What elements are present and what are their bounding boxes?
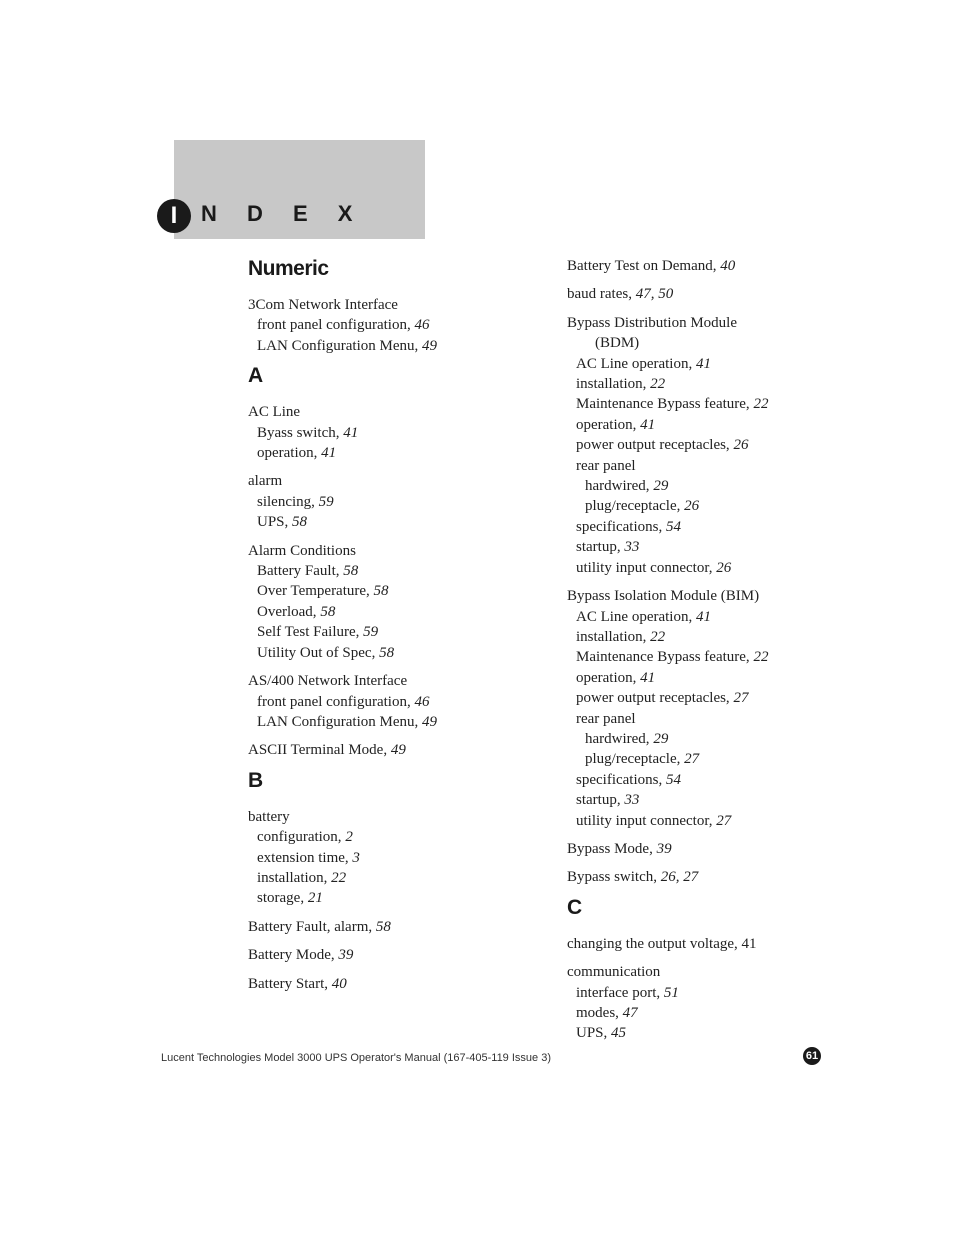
index-subentry	[567, 607, 867, 627]
entry-page-refs: 46	[414, 317, 430, 334]
entry-text: Maintenance Bypass feature,	[576, 396, 754, 413]
entry-page-refs: 22	[753, 396, 769, 413]
index-entry	[248, 740, 548, 760]
entry-text: silencing,	[257, 493, 319, 510]
index-entry	[248, 807, 548, 827]
entry-page-refs: 51	[663, 984, 679, 1001]
index-subentry	[567, 476, 867, 496]
index-subentry	[567, 749, 867, 769]
entry-text: AC Line	[248, 404, 301, 421]
index-subentry	[567, 394, 867, 414]
index-subentry	[567, 688, 867, 708]
index-subentry	[567, 517, 867, 537]
entry-text: utility input connector,	[576, 559, 717, 576]
index-subentry	[248, 888, 548, 908]
index-entry-group	[567, 313, 867, 578]
index-entry	[248, 471, 548, 491]
entry-page-refs: 26	[684, 498, 700, 515]
entry-text: Bypass Isolation Module (BIM)	[567, 588, 760, 605]
entry-text: Byass switch,	[257, 424, 344, 441]
index-entry	[248, 671, 548, 691]
entry-text: installation,	[576, 628, 651, 645]
index-subentry	[248, 561, 548, 581]
index-subentry	[248, 443, 548, 463]
index-entry-group	[248, 541, 548, 663]
footer-manual-title: Lucent Technologies Model 3000 UPS Operator's Manual (167-405-119 Issue 3)	[161, 1052, 551, 1064]
entry-text: interface port,	[576, 984, 664, 1001]
entry-page-refs: 40	[720, 258, 736, 274]
entry-page-refs: 47	[622, 1005, 638, 1021]
entry-page-refs: 41	[695, 608, 711, 625]
entry-page-refs: 21	[307, 890, 323, 907]
entry-page-refs: 49	[421, 713, 437, 730]
index-subentry	[248, 712, 548, 732]
index-subentry	[567, 333, 867, 353]
entry-text: startup,	[576, 792, 625, 809]
entry-text: Battery Test on Demand,	[567, 258, 721, 274]
index-subentry	[567, 537, 867, 557]
entry-page-refs: 22	[650, 376, 666, 393]
index-column-left	[248, 253, 548, 1002]
index-subentry	[567, 415, 867, 435]
entry-page-refs: 58	[375, 918, 391, 935]
entry-text: hardwired,	[585, 478, 654, 495]
entry-text: utility input connector,	[576, 812, 717, 829]
entry-page-refs: 41	[640, 416, 656, 433]
entry-page-refs: 45	[611, 1025, 627, 1042]
index-subentry	[567, 456, 867, 476]
index-entry	[248, 917, 548, 937]
index-subentry	[567, 627, 867, 647]
entry-page-refs: 27	[716, 812, 732, 829]
entry-text: operation,	[257, 445, 322, 462]
index-entry	[567, 284, 867, 304]
entry-page-refs: 2	[345, 829, 353, 846]
index-subentry	[248, 868, 548, 888]
entry-text: installation,	[257, 869, 332, 886]
index-subentry	[248, 581, 548, 601]
entry-text: AS/400 Network Interface	[248, 673, 408, 690]
index-subentry	[567, 1003, 867, 1023]
index-subentry	[567, 558, 867, 578]
index-subentry	[567, 354, 867, 374]
entry-page-refs: 3	[352, 849, 360, 866]
section-heading: Numeric	[248, 257, 329, 280]
entry-text: UPS,	[576, 1025, 612, 1042]
entry-page-refs: 26	[716, 559, 732, 576]
entry-page-refs: 22	[753, 649, 769, 666]
entry-page-refs: 27	[733, 690, 749, 707]
index-subentry	[567, 374, 867, 394]
index-subentry	[248, 602, 548, 622]
entry-page-refs: 29	[653, 730, 669, 747]
index-subentry	[248, 492, 548, 512]
index-subentry	[248, 692, 548, 712]
section-heading: A	[248, 364, 263, 388]
entry-page-refs: 22	[650, 628, 666, 645]
index-initial-circle: I	[157, 199, 191, 233]
entry-page-refs: 54	[665, 518, 681, 535]
entry-text: modes,	[576, 1005, 623, 1021]
entry-text: power output receptacles,	[576, 437, 734, 454]
entry-text: changing the output voltage, 41	[567, 935, 757, 952]
index-entry	[567, 839, 867, 859]
entry-page-refs: 46	[414, 693, 430, 710]
index-entry	[567, 313, 867, 333]
entry-text: LAN Configuration Menu,	[257, 713, 422, 730]
index-entry	[248, 945, 548, 965]
entry-page-refs: 41	[640, 669, 656, 686]
index-subentry	[567, 435, 867, 455]
entry-page-refs: 49	[390, 742, 406, 759]
entry-text: operation,	[576, 416, 641, 433]
entry-text: alarm	[248, 473, 283, 490]
entry-page-refs: 41	[695, 355, 711, 372]
index-entry-group	[248, 740, 548, 760]
index-entry-group	[567, 962, 867, 1044]
entry-text: communication	[567, 964, 661, 981]
entry-page-refs: 22	[331, 869, 347, 886]
entry-page-refs: 39	[656, 840, 672, 857]
index-subentry	[248, 827, 548, 847]
entry-text: Over Temperature,	[257, 583, 374, 600]
index-subentry	[567, 647, 867, 667]
entry-page-refs: 58	[373, 583, 389, 600]
entry-page-refs: 40	[331, 975, 347, 992]
index-entry	[248, 541, 548, 561]
index-entry	[567, 586, 867, 606]
entry-text: operation,	[576, 669, 641, 686]
entry-text: power output receptacles,	[576, 690, 734, 707]
entry-text: plug/receptacle,	[585, 751, 685, 768]
index-entry	[567, 256, 867, 276]
entry-text: storage,	[257, 890, 308, 907]
section-heading: C	[567, 895, 582, 919]
entry-text: Alarm Conditions	[248, 542, 356, 559]
entry-text: plug/receptacle,	[585, 498, 685, 515]
index-entry-group	[248, 974, 548, 994]
index-subentry	[248, 848, 548, 868]
entry-text: 3Com Network Interface	[248, 297, 398, 313]
index-entry-group	[567, 934, 867, 954]
index-subentry	[567, 790, 867, 810]
entry-text: Self Test Failure,	[257, 624, 364, 641]
entry-text: battery	[248, 808, 290, 825]
entry-page-refs: 54	[665, 771, 681, 788]
index-title: N D E X	[201, 201, 365, 226]
entry-text: Battery Fault, alarm,	[248, 918, 376, 935]
index-entry	[567, 934, 867, 954]
entry-page-refs: 58	[320, 603, 336, 620]
entry-text: Battery Mode,	[248, 947, 339, 964]
entry-text: startup,	[576, 539, 625, 556]
entry-text: ASCII Terminal Mode,	[248, 742, 391, 759]
index-subentry	[248, 315, 548, 335]
index-entry-group	[248, 945, 548, 965]
entry-text: configuration,	[257, 829, 346, 846]
entry-text: Bypass switch,	[567, 869, 661, 886]
index-subentry	[567, 983, 867, 1003]
index-entry-group	[248, 295, 548, 356]
entry-text: rear panel	[576, 710, 636, 727]
index-entry-group	[567, 256, 867, 276]
entry-page-refs: 26, 27	[660, 869, 699, 886]
entry-page-refs: 33	[624, 792, 640, 809]
entry-text: extension time,	[257, 849, 353, 866]
index-entry	[248, 402, 548, 422]
entry-text: LAN Configuration Menu,	[257, 337, 422, 354]
entry-text: Bypass Mode,	[567, 840, 657, 857]
entry-text: front panel configuration,	[257, 317, 415, 334]
entry-page-refs: 41	[343, 424, 359, 441]
index-subentry	[248, 423, 548, 443]
index-column-right	[567, 256, 867, 1052]
index-subentry	[248, 336, 548, 356]
index-entry-group	[248, 917, 548, 937]
index-subentry	[567, 770, 867, 790]
index-entry-group	[248, 671, 548, 732]
entry-page-refs: 41	[321, 445, 337, 462]
index-entry-group	[248, 402, 548, 463]
entry-page-refs: 58	[292, 514, 308, 531]
entry-text: Bypass Distribution Module	[567, 314, 738, 331]
index-subentry	[567, 709, 867, 729]
index-subentry	[248, 643, 548, 663]
entry-text: AC Line operation,	[576, 608, 696, 625]
entry-text: front panel configuration,	[257, 693, 415, 710]
index-subentry	[248, 622, 548, 642]
entry-text: baud rates,	[567, 286, 636, 303]
index-entry	[567, 962, 867, 982]
entry-page-refs: 58	[379, 644, 395, 661]
entry-page-refs: 59	[318, 493, 334, 510]
entry-text: installation,	[576, 376, 651, 393]
entry-text: UPS,	[257, 514, 293, 531]
entry-page-refs: 29	[653, 478, 669, 495]
entry-text: Battery Start,	[248, 975, 332, 992]
entry-text: Overload,	[257, 603, 321, 620]
index-entry-group	[567, 839, 867, 859]
index-entry	[248, 974, 548, 994]
index-entry	[567, 867, 867, 887]
entry-page-refs: 49	[421, 337, 437, 354]
index-entry-group	[248, 471, 548, 532]
entry-page-refs: 26	[733, 437, 749, 454]
index-entry	[248, 295, 548, 315]
entry-page-refs: 33	[624, 539, 640, 556]
index-subentry	[567, 496, 867, 516]
entry-text: Battery Fault,	[257, 563, 344, 580]
entry-page-refs: 58	[343, 563, 359, 580]
index-entry-group	[248, 807, 548, 909]
entry-text: hardwired,	[585, 730, 654, 747]
index-entry-group	[567, 586, 867, 831]
entry-text: AC Line operation,	[576, 355, 696, 372]
index-entry-group	[567, 867, 867, 887]
entry-page-refs: 59	[363, 624, 379, 641]
entry-text: specifications,	[576, 771, 666, 788]
entry-text: specifications,	[576, 518, 666, 535]
entry-text: rear panel	[576, 457, 636, 474]
index-subentry	[248, 512, 548, 532]
entry-text: (BDM)	[595, 335, 640, 352]
entry-text: Maintenance Bypass feature,	[576, 649, 754, 666]
index-subentry	[567, 1023, 867, 1043]
page-number: 61	[803, 1047, 821, 1065]
index-subentry	[567, 811, 867, 831]
entry-text: Utility Out of Spec,	[257, 644, 380, 661]
entry-page-refs: 39	[338, 947, 354, 964]
entry-page-refs: 27	[684, 751, 700, 768]
index-entry-group	[567, 284, 867, 304]
section-heading: B	[248, 768, 263, 792]
index-subentry	[567, 668, 867, 688]
entry-page-refs: 47, 50	[635, 286, 674, 303]
index-subentry	[567, 729, 867, 749]
